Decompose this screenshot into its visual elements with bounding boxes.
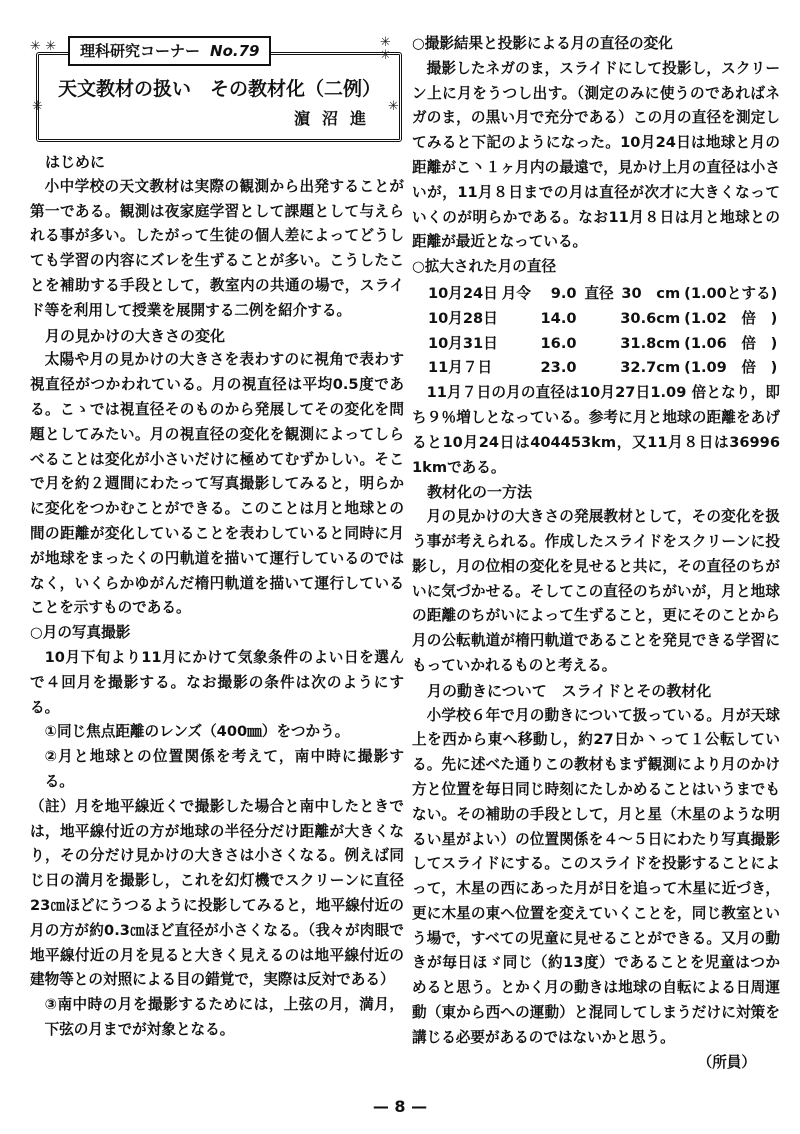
paragraph-method: 月の見かけの大きさの発展教材として，その変化を扱う事が考えられる。作成したスライドをスクリーンに投影し，月の位相の変化を見せると共に，その直径のちがいに気づかせる。そしてこの直径のちがいが，月と地球の距離のちがいによって生ずること，更にそのことから月の公転軌道が楕円軌道であることを発見できる学習にもっていかれるものと考える。 (412, 508, 780, 674)
table-cell-age: 14.0 (540, 309, 577, 327)
heading-method: 教材化の一方法 (427, 483, 533, 502)
decorative-stars: ✳ (32, 99, 43, 114)
corner-label-box (68, 36, 271, 66)
note-paragraph: （註）月を地平線近くで撮影した場合と南中したときでは，地平線付近の方が地球の半径分だけ距離が大きくなり，その分だけ見かけの大きさは小さくなる。例えば同じ日の満月を撮影し，これを幻灯機でスクリーンに直径23㎝ほどにうつるように投影してみると，地平線付近の月の方が約0.3㎝ほど直径が小さくなる。（我々が肉眼で地平線付近の月を見ると大きく見えるのは地平線付近の建物等との対照による目の錯覚で，実際は反対である） (30, 797, 404, 989)
paragraph-intro: 小中学校の天文教材は実際の観測から出発することが第一である。観測は夜家庭学習として課題として与えられる事が多い。したがって生徒の個人差によってどうしても学習の内容にズレを生ずることが多い。こうしたことを補助する手段として，教室内の共通の場で，スライド等を利用して授業を展開する二例を紹介する。 (30, 177, 404, 319)
table-cell-diam: 30 cm (621, 284, 681, 302)
right-column (412, 0, 780, 1075)
table-cell-age-label (502, 307, 537, 332)
table-cell-diam-label (585, 307, 618, 332)
paragraph-table-summary: 11月７日の月の直径は10月27日1.09 倍となり，即ち９％増しとなっている。参考に月と地球の距離をあげると10月24日は404453km，又11月８日は369961kmである。 (412, 384, 780, 476)
heading-intro: はじめに (45, 153, 106, 171)
table-cell-diam-label (585, 332, 618, 357)
table-row (428, 356, 780, 381)
corner-number: No.79 (210, 42, 260, 60)
article-author: 濵沼進 (293, 109, 378, 128)
table-cell-date: 11月７日 (428, 359, 493, 377)
subheading-table: ○拡大された月の直径 (412, 258, 557, 276)
table-cell-age-label (502, 356, 537, 381)
table-cell-age-label (502, 332, 537, 357)
paragraph-moon-motion: 小学校６年で月の動きについて扱っている。月が天球上を西から東へ移動し，約27日か丶って１公転している。先に述べた通りこの教材もまず観測により月のかけ方と位置を毎日同じ時刻にたしかめることはいうまでもない。その補助の手段として，月と星（木星のような明るい星がよい）の位置関係を４～５日にわたり写真撮影してスライドにする。このスライドを投影することによって，木星の西にあった月が日を追って木星に近づき，更に木星の東へ位置を変えていくことを，同じ教室という場で，すべての児童に見せることができる。又月の動きが毎日ほゞ同じ（約13度）であることを児童はつかめると思う。とかく月の動きは地球の自転による日周運動（東から西への運動）と混同してしまうだけに対策を講じる必要があるのではないかと思う。 (412, 706, 780, 1046)
heading-moon-motion: 月の動きについて スライドとその教材化 (427, 681, 712, 700)
table-cell-age-label: 月令 (501, 284, 531, 302)
paragraph-photo: 10月下旬より11月にかけて気象条件のよい日を選んで４回月を撮影する。なお撮影の条件は次のようにする。 (30, 648, 404, 716)
article-banner (30, 0, 404, 150)
table-cell-date: 10月24日 (428, 284, 498, 302)
table-cell-age: 23.0 (540, 359, 577, 377)
article-title: 天文教材の扱い その教材化（二例） (58, 78, 382, 100)
table-cell-diam: 32.7cm (620, 359, 681, 377)
table-cell-age: 16.0 (540, 334, 577, 352)
decorative-stars: ✳ ✳ (380, 35, 391, 63)
paragraph-result: 撮影したネガのま，スライドにして投影し，スクリーン上に月をうつし出す。（測定のみに使うのであればネガのま，の黒い月で充分である）この月の直径を測定してみると下記のようになった。10月24日は地球と月の距離がこ丶１ヶ月内の最遠で，見かけ上月の直径は小さいが，11月８日までの月は直径が次才に大きくなっていくのが明らかである。なお11月８日は月と地球との距離が最近となっている。 (412, 59, 780, 251)
table-row (428, 307, 780, 332)
heading-apparent-size: 月の見かけの大きさの変化 (45, 326, 226, 345)
table-cell-ratio: (1.06 倍 ) (684, 334, 778, 352)
condition-item-2: ②月と地球との位置関係を考えて，南中時に撮影する。 (44, 748, 404, 790)
table-row (428, 332, 780, 357)
decorative-stars: ✳ (388, 99, 399, 114)
table-cell-diam: 30.6cm (620, 309, 681, 327)
table-cell-ratio: (1.00とする) (684, 284, 778, 302)
paragraph-apparent-size: 太陽や月の見かけの大きさを表わすのに視角で表わす視直径がつかわれている。月の視直径は平均0.5度である。こゝでは視直径そのものから発展してその変化を問題としてみたい。月の視直径の変化を観測によってしらべることは変化が小さいだけに極めてむずかしい。そこで月を約２週間にわたって写真撮影してみると，明らかに変化をつかむことができる。このことは月と地球との間の距離が変化していることを表わしていると同時に月が地球をまったくの円軌道を描いて運行しているのではなく，いくらかゆがんだ楕円軌道を描いて運行していることを示すものである。 (30, 351, 404, 617)
table-cell-date: 10月31日 (428, 334, 498, 352)
condition-item-1: ①同じ焦点距離のレンズ（400㎜）をつかう。 (44, 723, 350, 741)
page-number: — 8 — (372, 1097, 428, 1116)
table-cell-ratio: (1.09 倍 ) (684, 359, 778, 377)
subheading-photo: ○月の写真撮影 (30, 624, 131, 642)
table-cell-ratio: (1.02 倍 ) (684, 309, 778, 327)
table-cell-age: 9.0 (550, 284, 577, 302)
table-cell-date: 10月28日 (428, 309, 498, 327)
table-cell-diam-label (585, 356, 618, 381)
left-column (30, 0, 404, 1043)
corner-label: 理科研究コーナー (80, 42, 201, 60)
condition-item-3: ③南中時の月を撮影するためには，上弦の月，満月，下弦の月までが対象となる。 (44, 996, 404, 1038)
table-cell-diam: 31.8cm (620, 334, 681, 352)
table-row (428, 282, 780, 307)
moon-diameter-table (428, 282, 780, 381)
decorative-stars: ✳ ✳ (30, 39, 57, 54)
subheading-result: ○撮影結果と投影による月の直径の変化 (412, 35, 673, 52)
signature: （所員） (697, 1053, 756, 1071)
table-cell-diam-label: 直径 (584, 284, 614, 302)
